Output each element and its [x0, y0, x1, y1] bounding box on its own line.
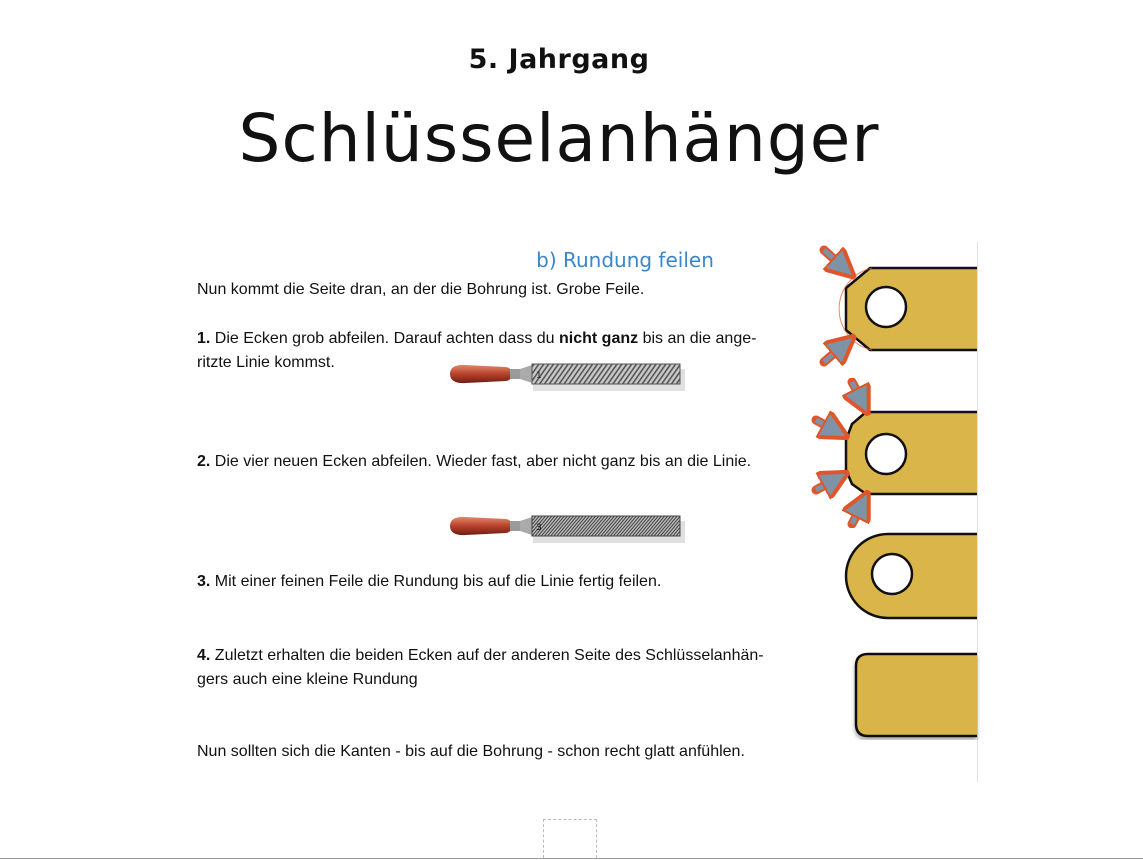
closing-text: Nun sollten sich die Kanten - bis auf die Bohrung - schon recht glatt anfühlen.	[197, 743, 745, 760]
step-2	[197, 450, 751, 474]
step-1-text-c: ritzte Linie kommst.	[197, 354, 335, 371]
section-heading: b) Rundung feilen	[536, 248, 714, 272]
page-divider	[0, 858, 1143, 859]
file-handle	[450, 365, 512, 383]
intro-text: Nun kommt die Seite dran, an der die Bohrung ist. Grobe Feile.	[197, 281, 645, 298]
step-2-text: Die vier neuen Ecken abfeilen. Wieder fast, aber nicht ganz bis an die Linie.	[214, 453, 752, 470]
step-4-text-a: Zuletzt erhalten die beiden Ecken auf der anderen Seite des Schlüsselanhän-	[214, 647, 764, 664]
file-number-label: 1	[536, 371, 542, 381]
step-3	[197, 570, 661, 594]
grade-label: 5. Jahrgang	[468, 44, 650, 75]
drill-hole	[866, 287, 906, 327]
keytag-shape	[856, 654, 977, 736]
step-4-number: 4.	[197, 647, 211, 664]
drill-hole	[866, 434, 906, 474]
keytag-stage-1-illustration	[810, 240, 980, 375]
file-number-label: 3	[536, 523, 542, 533]
step-4-text-b: gers auch eine kleine Rundung	[197, 671, 418, 688]
coarse-file-illustration	[448, 360, 688, 392]
page-marker	[543, 819, 597, 858]
keytag-stage-4-illustration	[848, 648, 980, 740]
page-title: Schlüsselanhänger	[238, 100, 880, 177]
step-1-number: 1.	[197, 330, 211, 347]
step-1-text-a: Die Ecken grob abfeilen. Darauf achten dass du	[214, 330, 555, 347]
drill-hole	[872, 554, 912, 594]
step-1-text-b: bis an die ange-	[642, 330, 757, 347]
step-1-emphasis: nicht ganz	[559, 330, 639, 347]
file-handle	[450, 517, 512, 535]
fine-file-illustration	[448, 512, 688, 544]
keytag-stage-3-illustration	[840, 530, 980, 622]
step-2-number: 2.	[197, 453, 211, 470]
step-4	[197, 644, 837, 692]
step-3-number: 3.	[197, 573, 211, 590]
step-3-text: Mit einer feinen Feile die Rundung bis auf die Linie fertig feilen.	[214, 573, 662, 590]
arrow-icon	[824, 250, 844, 268]
keytag-stage-2-illustration	[810, 378, 980, 528]
